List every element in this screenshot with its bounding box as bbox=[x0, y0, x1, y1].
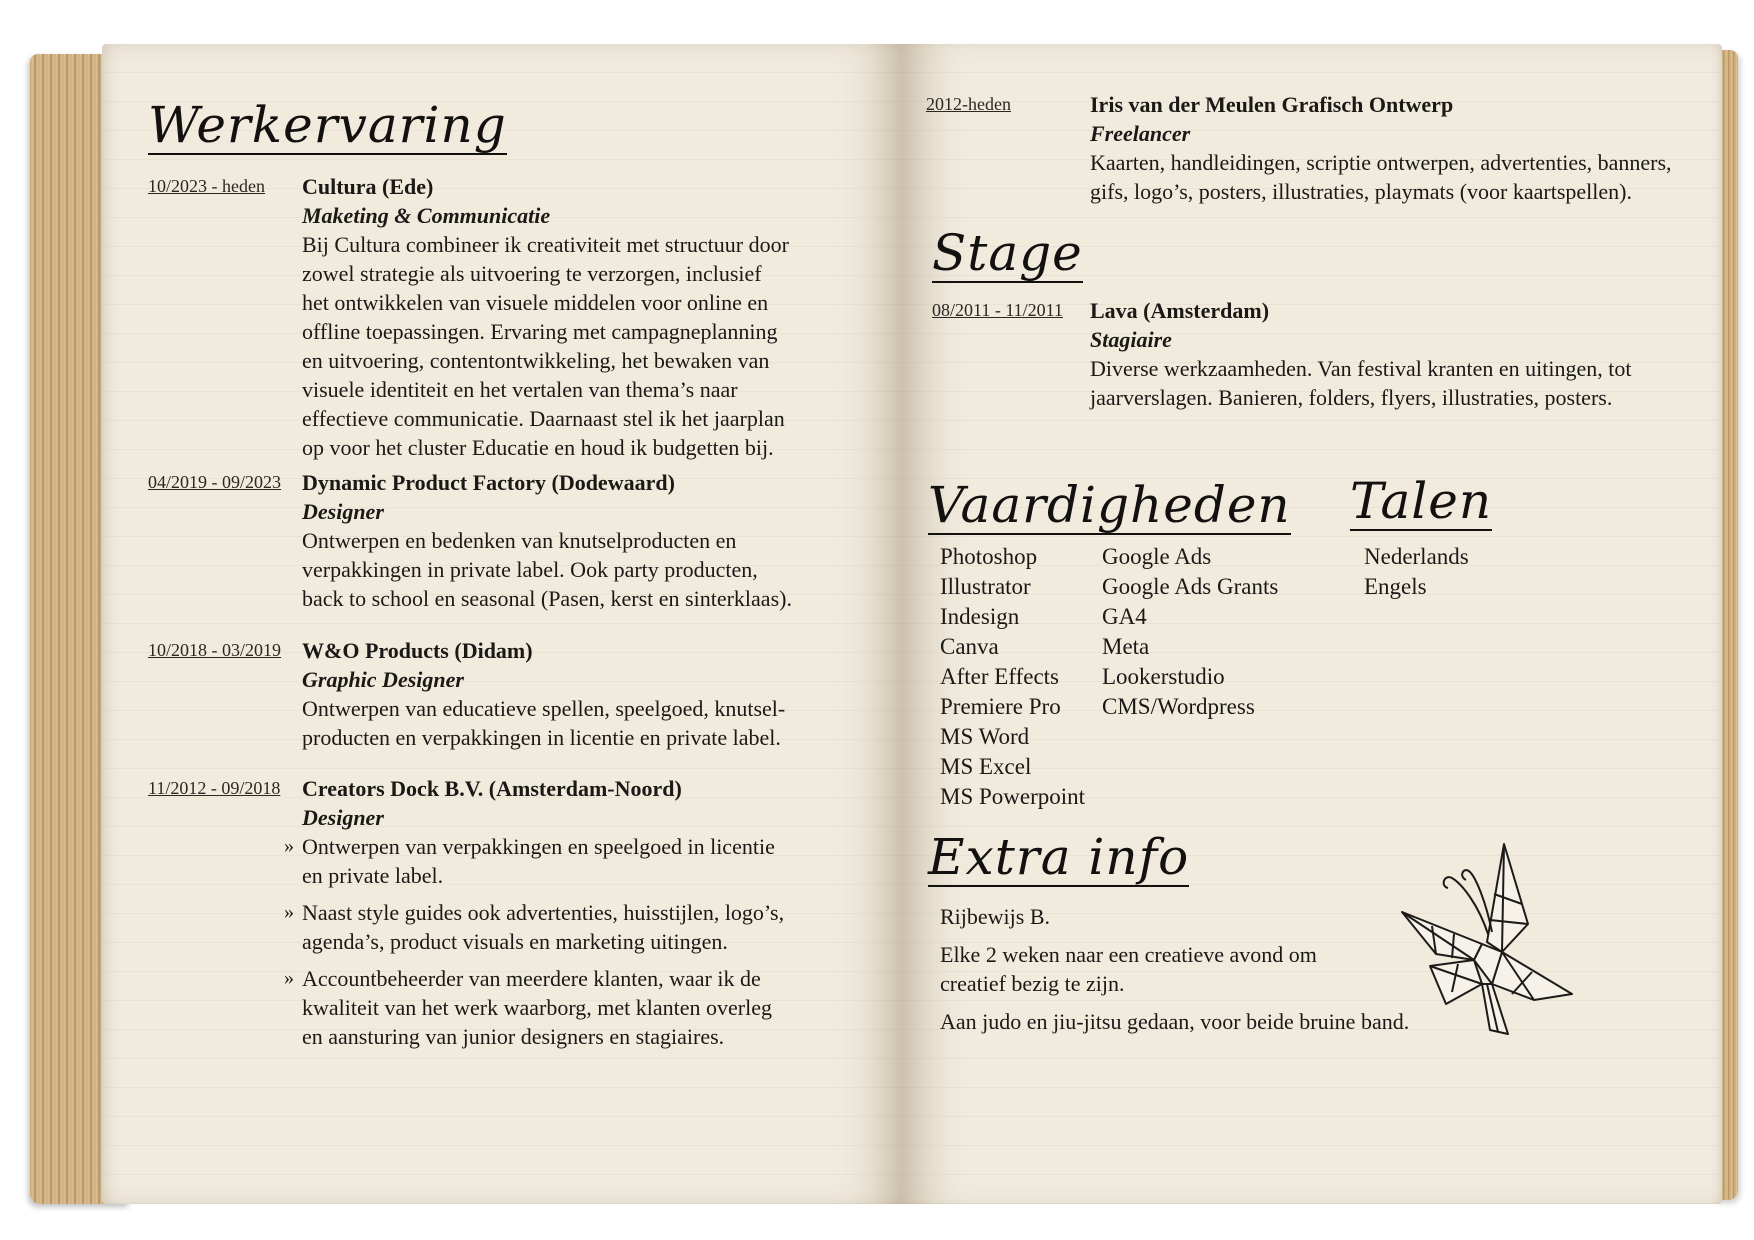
section-heading-werkervaring: Werkervaring bbox=[148, 96, 507, 154]
job-bullet-list bbox=[284, 832, 792, 1051]
languages-list bbox=[1364, 542, 1469, 602]
skill-item: Indesign bbox=[940, 604, 1020, 629]
job-role: Graphic Designer bbox=[302, 667, 464, 692]
job-entry bbox=[302, 172, 792, 462]
extra-info-item: Elke 2 weken naar een creatieve avond om creatief bezig te zijn. bbox=[940, 942, 1317, 996]
job-description: Ontwerpen en bedenken van knutselproducten en verpakkingen in private label. Ook party producten, back to school en seasonal (Pasen, kerst en sinterklaas). bbox=[302, 528, 792, 611]
skill-item: Photoshop bbox=[940, 544, 1038, 569]
section-heading-stage: Stage bbox=[932, 224, 1083, 282]
skill-item: MS Word bbox=[940, 724, 1030, 749]
job-entry bbox=[302, 468, 792, 613]
skill-item: Illustrator bbox=[940, 574, 1031, 599]
bullet-text: Ontwerpen van verpakkingen en speelgoed in licentie en private label. bbox=[302, 834, 775, 888]
skill-item: CMS/Wordpress bbox=[1102, 694, 1255, 719]
internship-date: 08/2011 - 11/2011 bbox=[932, 300, 1063, 320]
skill-item: Google Ads Grants bbox=[1102, 574, 1279, 599]
open-book bbox=[30, 44, 1730, 1204]
job-company: Dynamic Product Factory (Dodewaard) bbox=[302, 470, 675, 495]
internship-description: Diverse werkzaamheden. Van festival kranten en uitingen, tot jaarverslagen. Banieren, folders, flyers, illustraties, posters. bbox=[1090, 356, 1632, 410]
skill-item: GA4 bbox=[1102, 604, 1147, 629]
skill-item: MS Powerpoint bbox=[940, 784, 1086, 809]
job-description: Bij Cultura combineer ik creativiteit met structuur door zowel strategie als uitvoering te verzorgen, inclusief het ontwikkelen van visuele middelen voor online en offline toepassingen. Ervaring met campagneplanning en uitvoering, contentontwikkeling, het bewaken van visuele identiteit en het vertalen van thema’s naar effectieve communicatie. Daarnaast stel ik het jaarplan op voor het cluster Educatie en houd ik budgetten bij. bbox=[302, 232, 789, 460]
job-company: Creators Dock B.V. (Amsterdam-Noord) bbox=[302, 776, 682, 801]
job-company: Iris van der Meulen Grafisch Ontwerp bbox=[1090, 92, 1454, 117]
job-entry bbox=[302, 636, 792, 752]
right-page bbox=[902, 44, 1722, 1204]
job-role: Freelancer bbox=[1090, 121, 1191, 146]
job-entry bbox=[1090, 90, 1690, 206]
language-item: Engels bbox=[1364, 574, 1427, 599]
internship-entry bbox=[1090, 296, 1650, 412]
internship-role: Stagiaire bbox=[1090, 327, 1172, 352]
job-date: 2012-heden bbox=[926, 94, 1011, 114]
job-description: Kaarten, handleidingen, scriptie ontwerpen, advertenties, banners, gifs, logo’s, posters, illustraties, playmats (voor kaartspellen). bbox=[1090, 150, 1672, 204]
job-date: 04/2019 - 09/2023 bbox=[148, 472, 281, 492]
job-date: 10/2023 - heden bbox=[148, 176, 265, 196]
list-item bbox=[284, 898, 792, 956]
job-description: Ontwerpen van educatieve spellen, speelgoed, knutsel-producten en verpakkingen in licentie en private label. bbox=[302, 696, 786, 750]
section-heading-extra-info: Extra info bbox=[928, 828, 1190, 886]
skill-item: After Effects bbox=[940, 664, 1059, 689]
skill-item: Google Ads bbox=[1102, 544, 1212, 569]
bullet-mark: » bbox=[284, 901, 294, 923]
job-date: 10/2018 - 03/2019 bbox=[148, 640, 281, 660]
job-role: Designer bbox=[302, 805, 384, 830]
extra-info-item: Aan judo en jiu-jitsu gedaan, voor beide bruine band. bbox=[940, 1009, 1410, 1034]
skill-item: Premiere Pro bbox=[940, 694, 1061, 719]
left-page bbox=[102, 44, 902, 1204]
extra-info-item: Rijbewijs B. bbox=[940, 904, 1051, 929]
job-role: Maketing & Communicatie bbox=[302, 203, 551, 228]
internship-company: Lava (Amsterdam) bbox=[1090, 298, 1270, 323]
bullet-text: Naast style guides ook advertenties, huisstijlen, logo’s, agenda’s, product visuals en marketing uitingen. bbox=[302, 900, 785, 954]
bullet-mark: » bbox=[284, 967, 294, 989]
section-heading-talen: Talen bbox=[1350, 472, 1493, 530]
job-role: Designer bbox=[302, 499, 384, 524]
job-company: Cultura (Ede) bbox=[302, 174, 434, 199]
job-entry bbox=[284, 774, 792, 1059]
extra-info-list bbox=[940, 902, 1410, 1045]
bullet-mark: » bbox=[284, 835, 294, 857]
list-item bbox=[284, 964, 792, 1051]
origami-butterfly-icon bbox=[1382, 834, 1582, 1044]
language-item: Nederlands bbox=[1364, 544, 1469, 569]
skill-item: Lookerstudio bbox=[1102, 664, 1225, 689]
list-item bbox=[284, 832, 792, 890]
skill-item: MS Excel bbox=[940, 754, 1032, 779]
skills-list-1 bbox=[940, 542, 1085, 812]
job-company: W&O Products (Didam) bbox=[302, 638, 533, 663]
skill-item: Canva bbox=[940, 634, 999, 659]
skill-item: Meta bbox=[1102, 634, 1150, 659]
skills-list-2 bbox=[1102, 542, 1278, 722]
section-heading-vaardigheden: Vaardigheden bbox=[928, 476, 1291, 534]
job-date: 11/2012 - 09/2018 bbox=[148, 778, 281, 798]
bullet-text: Accountbeheerder van meerdere klanten, waar ik de kwaliteit van het werk waarborg, met klanten overleg en aansturing van junior designers en stagiaires. bbox=[302, 966, 772, 1049]
